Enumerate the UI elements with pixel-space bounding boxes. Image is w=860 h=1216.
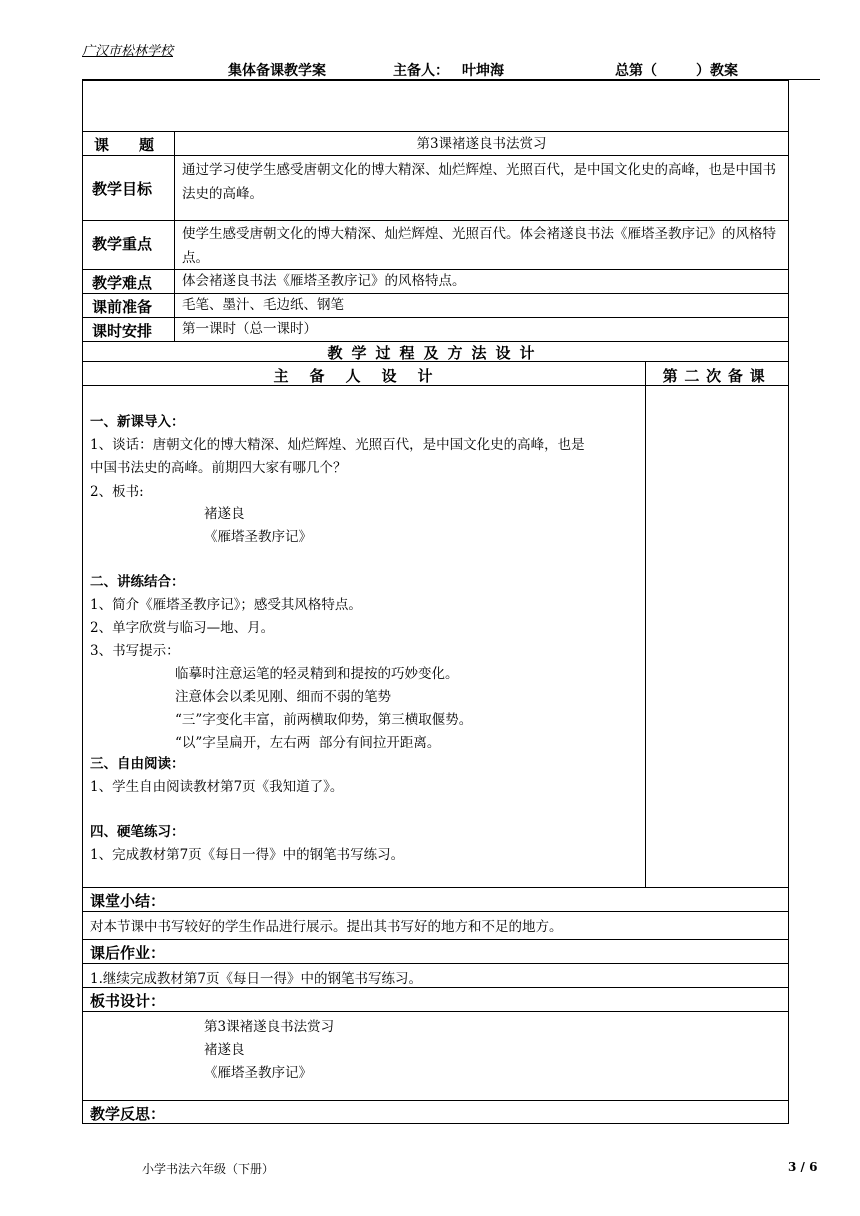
- section-reading-title: 三、自由阅读：: [90, 756, 185, 772]
- content-line: 褚遂良: [204, 506, 245, 522]
- content-line: 临摹时注意运笔的轻灵精到和提按的巧妙变化。: [175, 666, 459, 682]
- board-design-label: 板书设计：: [90, 992, 166, 1010]
- homework-label: 课后作业：: [90, 944, 166, 962]
- section-pen-practice-title: 四、硬笔练习：: [90, 824, 185, 840]
- difficulty-value: 体会褚遂良书法《雁塔圣教序记》的风格特点。: [182, 273, 466, 289]
- section-intro-title: 一、新课导入：: [90, 414, 185, 430]
- row-divider: [82, 987, 789, 988]
- content-line: 1、完成教材第7页《每日一得》中的钢笔书写练习。: [90, 847, 405, 863]
- topic-label: 课 题: [94, 136, 155, 154]
- schedule-label: 课时安排: [92, 322, 153, 340]
- goal-value: 通过学习使学生感受唐朝文化的博大精深、灿烂辉煌、光照百代，是中国文化史的高峰，也是中国书法史的高峰。: [182, 162, 776, 202]
- schedule-value: 第一课时（总一课时）: [182, 321, 317, 337]
- summary-text: 对本节课中书写较好的学生作品进行展示。提出其书写好的地方和不足的地方。: [90, 919, 563, 935]
- homework-text: 1.继续完成教材第7页《每日一得》中的钢笔书写练习。: [90, 971, 422, 987]
- content-line: “以”字呈扁开，左右两 部分有间拉开距离。: [175, 735, 441, 751]
- row-divider: [82, 963, 789, 964]
- row-divider: [82, 1011, 789, 1012]
- second-prep-column-divider: [645, 361, 646, 887]
- difficulty-label: 教学难点: [92, 274, 153, 292]
- reflection-label: 教学反思：: [90, 1105, 166, 1123]
- school-name: 广汉市松林学校: [82, 44, 174, 59]
- board-line: 《雁塔圣教序记》: [204, 1065, 312, 1081]
- prep-value: 毛笔、墨汁、毛边纸、钢笔: [182, 297, 344, 313]
- focus-label: 教学重点: [92, 235, 153, 253]
- main-design-header: 主备人设计: [273, 367, 454, 385]
- content-line: 1、简介《雁塔圣教序记》；感受其风格特点。: [90, 597, 362, 613]
- preparer-name: 叶坤海: [462, 63, 504, 79]
- footer-book: 小学书法六年级（下册）: [142, 1162, 275, 1176]
- doc-type: 集体备课教学案: [228, 63, 326, 79]
- content-line: 2、板书:: [90, 484, 144, 500]
- row-divider: [82, 220, 789, 221]
- content-line: “三”字变化丰富，前两横取仰势，第三横取偃势。: [175, 712, 473, 728]
- page-number: 3 / 6: [788, 1160, 818, 1174]
- second-prep-header: 第二次备课: [662, 367, 772, 385]
- prep-label: 课前准备: [92, 298, 153, 316]
- topic-value: 第3课褚遂良书法赏习: [416, 136, 547, 152]
- row-divider: [82, 911, 789, 912]
- content-line: 1、谈话：唐朝文化的博大精深、灿烂辉煌、光照百代，是中国文化史的高峰，也是: [90, 437, 585, 453]
- total-lesson-number: 总第（ ）教案: [615, 63, 738, 79]
- board-line: 第3课褚遂良书法赏习: [204, 1019, 335, 1035]
- focus-value: 使学生感受唐朝文化的博大精深、灿烂辉煌、光照百代。体会褚遂良书法《雁塔圣教序记》的风格特点。: [182, 226, 776, 266]
- content-line: 1、学生自由阅读教材第7页《我知道了》。: [90, 779, 344, 795]
- content-line: 2、单字欣赏与临习—地、月。: [90, 620, 275, 636]
- section-practice-title: 二、讲练结合：: [90, 574, 185, 590]
- content-line: 中国书法史的高峰。前期四大家有哪几个？: [90, 460, 347, 476]
- row-divider: [82, 887, 789, 888]
- board-line: 褚遂良: [204, 1042, 245, 1058]
- process-title: 教学过程及方法设计: [327, 344, 544, 362]
- content-line: 注意体会以柔见刚、细而不弱的笔势: [175, 689, 391, 705]
- goal-label: 教学目标: [92, 180, 153, 198]
- label-column-divider: [174, 131, 175, 341]
- row-divider: [82, 1100, 789, 1101]
- summary-label: 课堂小结：: [90, 892, 166, 910]
- content-line: 3、书写提示：: [90, 643, 180, 659]
- preparer-label: 主备人：: [393, 63, 449, 79]
- row-divider: [82, 939, 789, 940]
- content-line: 《雁塔圣教序记》: [204, 529, 312, 545]
